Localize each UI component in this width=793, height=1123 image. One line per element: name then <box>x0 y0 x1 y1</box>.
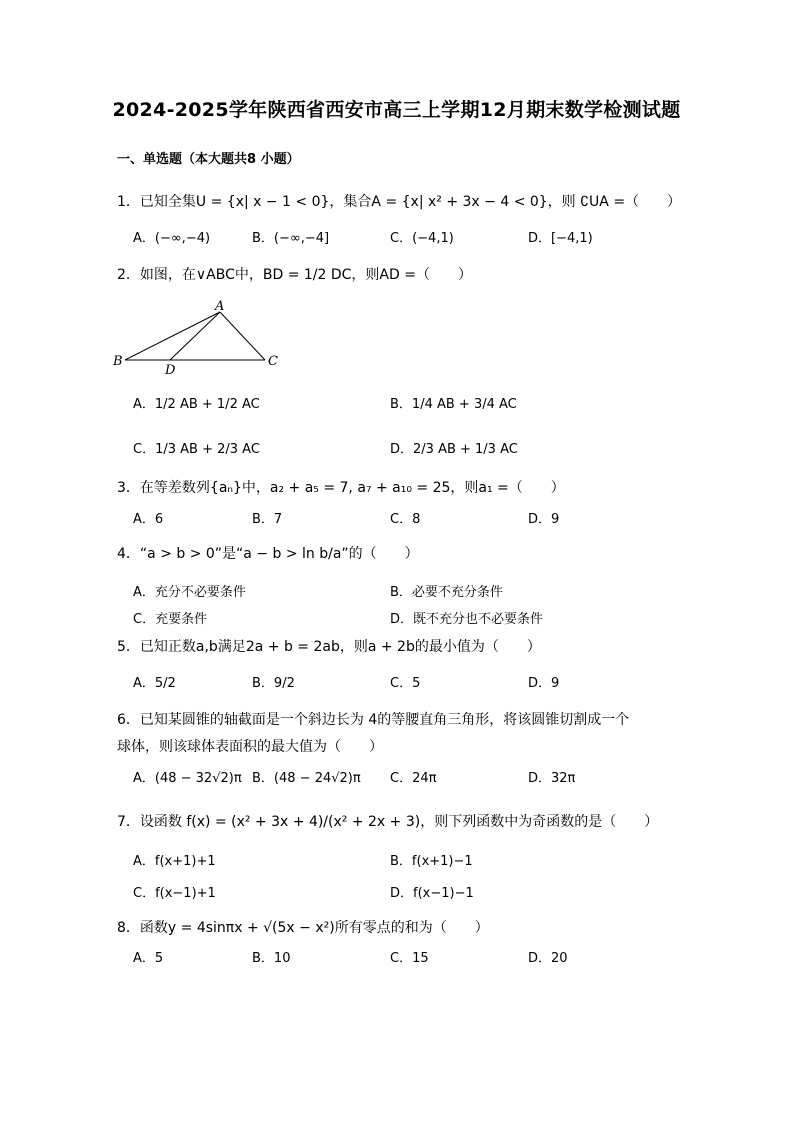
question-7-option-c: C．f(x−1)+1 <box>133 886 216 901</box>
question-2-option-d: D．2/3 AB + 1/3 AC <box>390 442 518 457</box>
question-8-stem: 8．函数y = 4sinπx + √(5x − x²)所有零点的和为（ ） <box>117 920 489 936</box>
question-8-option-a: A．5 <box>133 951 164 966</box>
question-7-option-d: D．f(x−1)−1 <box>390 886 474 901</box>
vertex-label-b: B <box>113 354 123 369</box>
question-6-option-b: B．(48 − 24√2)π <box>252 771 361 786</box>
question-4-stem: 4．“a > b > 0”是“a − b > ln b/a”的（ ） <box>117 546 419 562</box>
question-1-option-c: C．(−4,1) <box>390 231 454 246</box>
question-5-option-a: A．5/2 <box>133 676 176 691</box>
question-2-option-a: A．1/2 AB + 1/2 AC <box>133 397 260 412</box>
question-5-stem: 5．已知正数a,b满足2a + b = 2ab，则a + 2b的最小值为（ ） <box>117 639 541 655</box>
question-3-option-b: B．7 <box>252 512 283 527</box>
section-heading: 一、单选题（本大题共8 小题） <box>117 152 300 167</box>
vertex-label-a: A <box>215 299 225 314</box>
question-4-option-a: A．充分不必要条件 <box>133 585 246 600</box>
question-6-option-a: A．(48 − 32√2)π <box>133 771 242 786</box>
question-3-option-a: A．6 <box>133 512 164 527</box>
question-8-option-d: D．20 <box>528 951 568 966</box>
triangle-figure <box>110 298 290 376</box>
question-4-option-d: D．既不充分也不必要条件 <box>390 612 544 627</box>
question-6-option-c: C．24π <box>390 771 437 786</box>
question-2-option-c: C．1/3 AB + 2/3 AC <box>133 442 260 457</box>
question-8-option-b: B．10 <box>252 951 291 966</box>
question-2-option-b: B．1/4 AB + 3/4 AC <box>390 397 517 412</box>
question-5-option-d: D．9 <box>528 676 560 691</box>
page-title: 2024-2025学年陕西省西安市高三上学期12月期末数学检测试题 <box>112 99 681 121</box>
question-4-option-c: C．充要条件 <box>133 612 208 627</box>
question-6-stem-line-1: 6．已知某圆锥的轴截面是一个斜边长为 4的等腰直角三角形，将该圆锥切割成一个 <box>117 712 630 728</box>
vertex-label-c: C <box>268 354 278 369</box>
question-3-option-d: D．9 <box>528 512 560 527</box>
question-6-stem-line-2: 球体，则该球体表面积的最大值为（ ） <box>117 739 383 755</box>
question-3-option-c: C．8 <box>390 512 421 527</box>
question-1-stem: 1．已知全集U = {x| x − 1 < 0}，集合A = {x| x² + 3x − 4 < 0}，则 ∁UA =（ ） <box>117 194 682 210</box>
question-3-stem: 3．在等差数列{aₙ}中，a₂ + a₅ = 7, a₇ + a₁₀ = 25，则a₁ =（ ） <box>117 480 565 496</box>
question-7-option-a: A．f(x+1)+1 <box>133 854 216 869</box>
question-8-option-c: C．15 <box>390 951 429 966</box>
vertex-label-d: D <box>165 363 176 376</box>
question-4-option-b: B．必要不充分条件 <box>390 585 503 600</box>
question-1-option-b: B．(−∞,−4] <box>252 231 330 246</box>
question-7-option-b: B．f(x+1)−1 <box>390 854 473 869</box>
question-5-option-c: C．5 <box>390 676 421 691</box>
question-2-stem: 2．如图，在∨ABC中，BD = 1/2 DC，则AD =（ ） <box>117 267 472 283</box>
question-6-option-d: D．32π <box>528 771 576 786</box>
question-1-option-d: D．[−4,1) <box>528 231 593 246</box>
question-7-stem: 7．设函数 f(x) = (x² + 3x + 4)/(x² + 2x + 3)，则下列函数中为奇函数的是（ ） <box>117 814 659 830</box>
question-5-option-b: B．9/2 <box>252 676 295 691</box>
question-1-option-a: A．(−∞,−4) <box>133 231 211 246</box>
